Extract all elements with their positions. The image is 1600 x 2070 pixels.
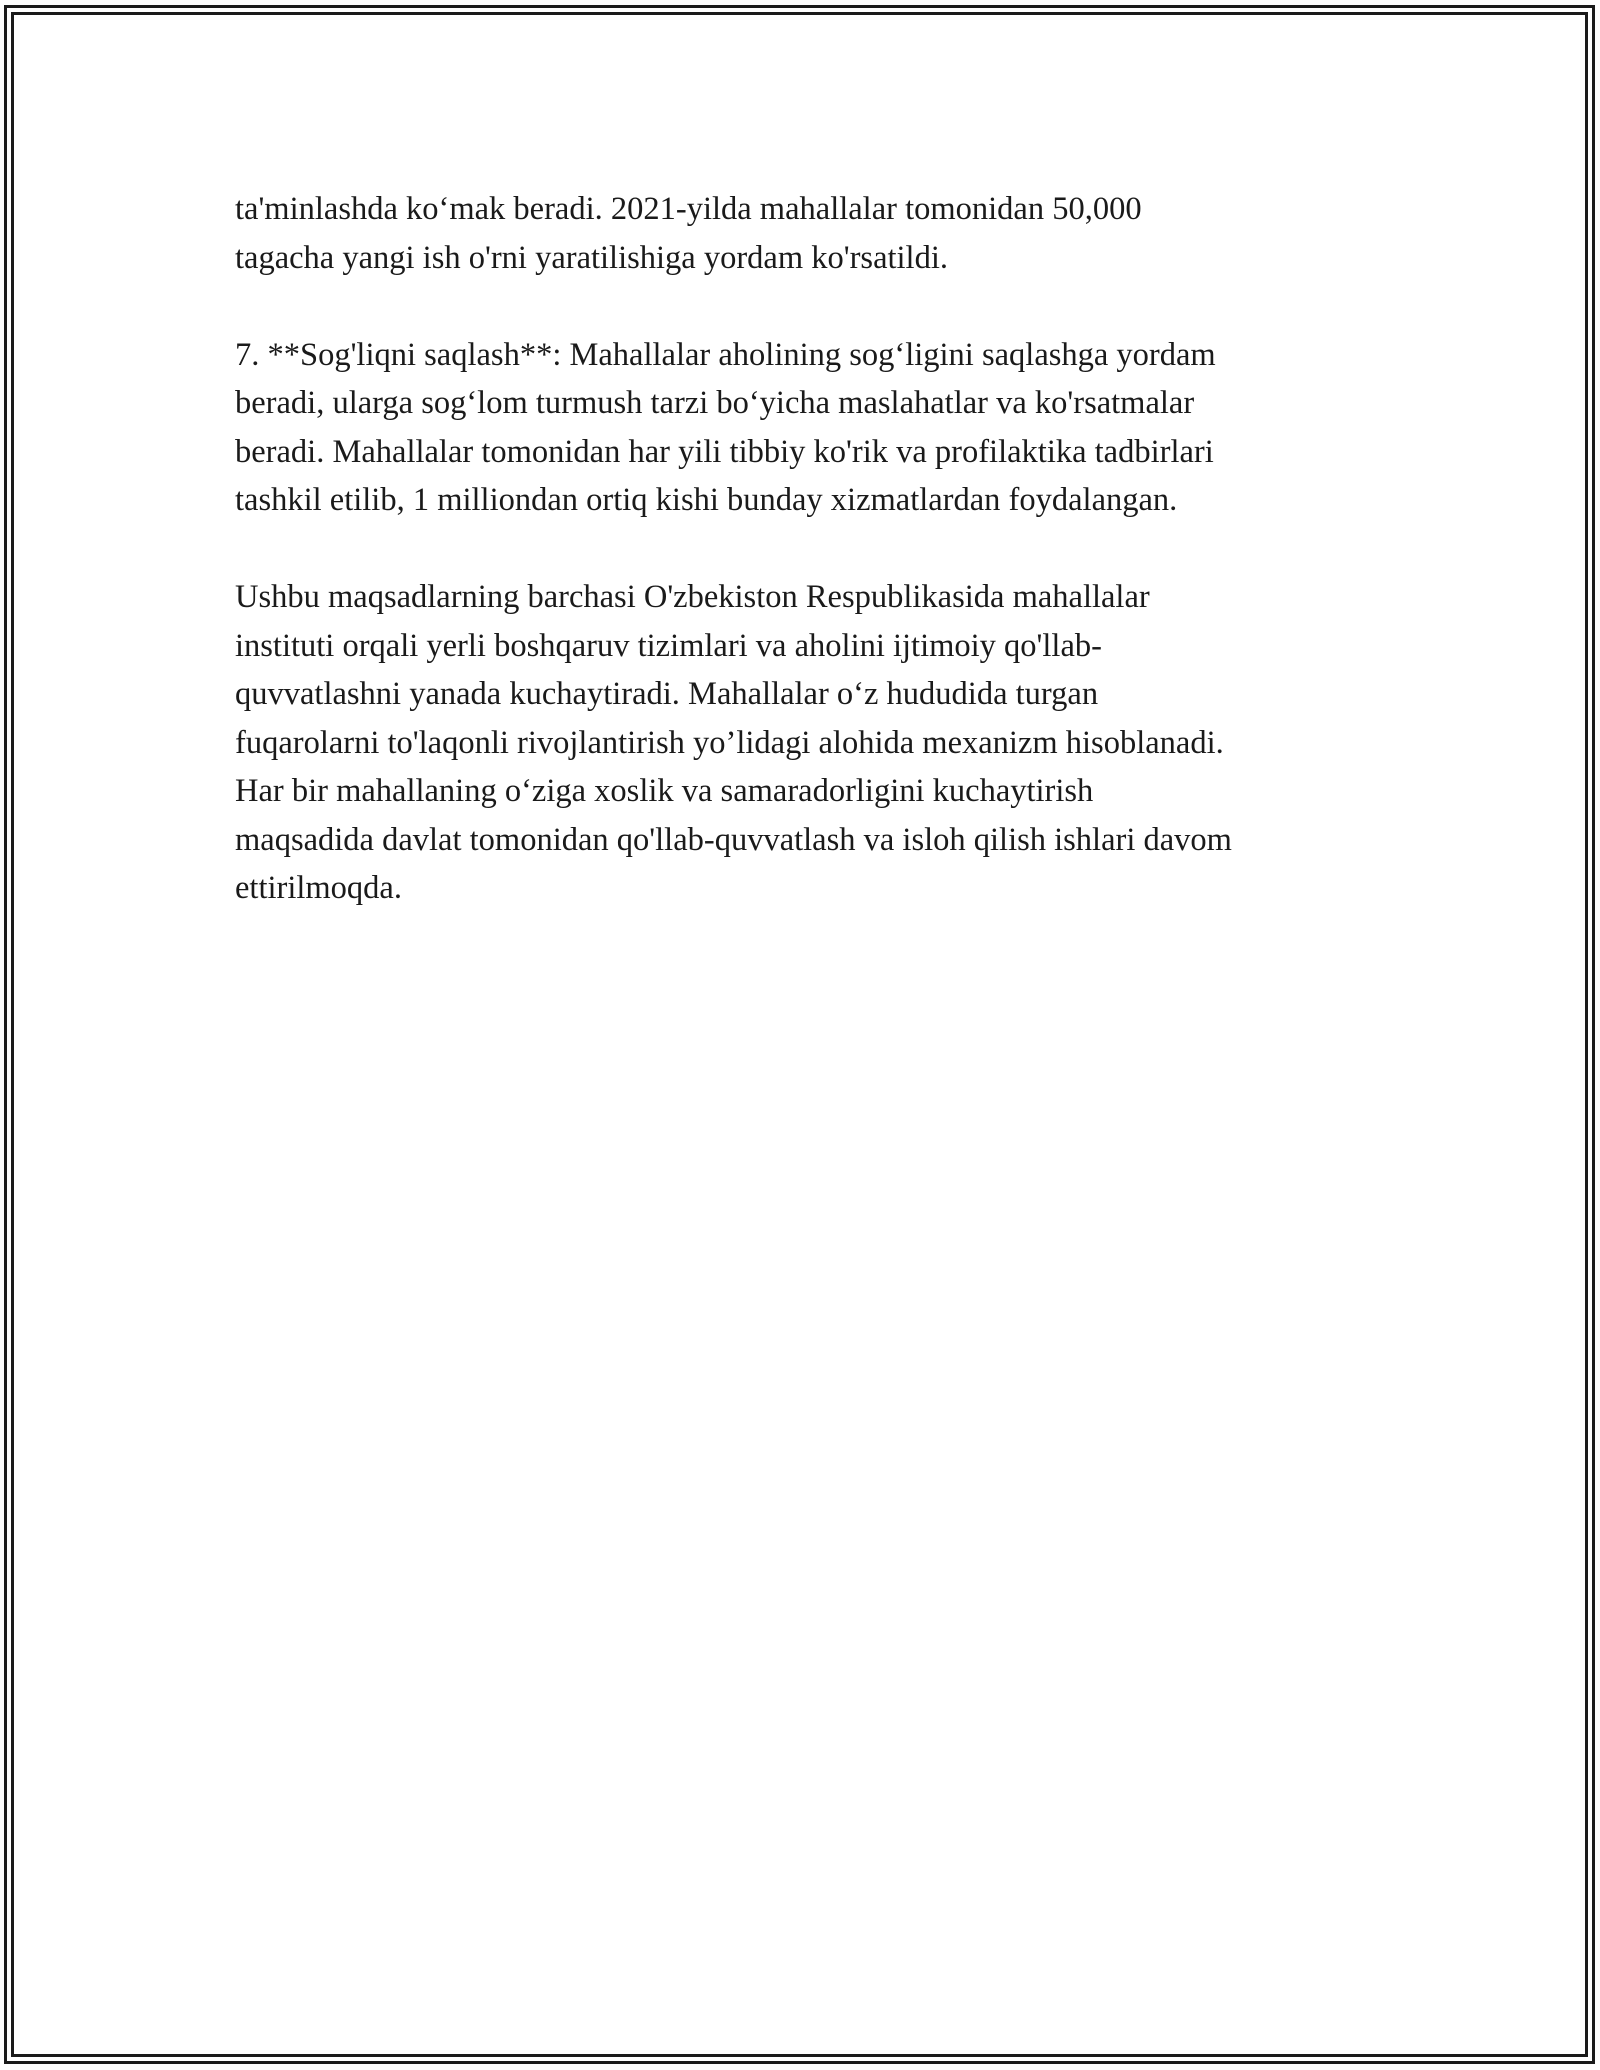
text-line: 7. **Sog'liqni saqlash**: Mahallalar aholining sog‘ligini saqlashga yordam — [235, 336, 1216, 373]
text-line: quvvatlashni yanada kuchaytiradi. Mahallalar o‘z hududida turgan — [235, 676, 1099, 712]
text-line: Ushbu maqsadlarning barchasi O'zbekiston Respublikasida mahallalar — [235, 579, 1150, 615]
paragraph-employment-continued — [235, 185, 1375, 282]
text-line: tagacha yangi ish o'rni yaratilishiga yordam ko'rsatildi. — [235, 239, 948, 276]
paragraph-health-care — [235, 331, 1375, 525]
paragraph-conclusion — [235, 573, 1375, 913]
text-line: Har bir mahallaning o‘ziga xoslik va samaradorligini kuchaytirish — [235, 773, 1094, 809]
text-line: ettirilmoqda. — [235, 870, 402, 906]
text-line: fuqarolarni to'laqonli rivojlantirish yo’lidagi alohida mexanizm hisoblanadi. — [235, 724, 1224, 761]
text-line: maqsadida davlat tomonidan qo'llab-quvvatlash va isloh qilish ishlari davom — [235, 821, 1232, 858]
text-line: instituti orqali yerli boshqaruv tizimlari va aholini ijtimoiy qo'llab- — [235, 627, 1102, 664]
text-line: tashkil etilib, 1 milliondan ortiq kishi bunday xizmatlardan foydalangan. — [235, 482, 1178, 518]
document-body — [235, 185, 1375, 961]
text-line: beradi. Mahallalar tomonidan har yili tibbiy ko'rik va profilaktika tadbirlari — [235, 433, 1214, 470]
text-line: beradi, ularga sog‘lom turmush tarzi bo‘yicha maslahatlar va ko'rsatmalar — [235, 385, 1195, 421]
text-line: ta'minlashda ko‘mak beradi. 2021-yilda mahallalar tomonidan 50,000 — [235, 191, 1142, 227]
